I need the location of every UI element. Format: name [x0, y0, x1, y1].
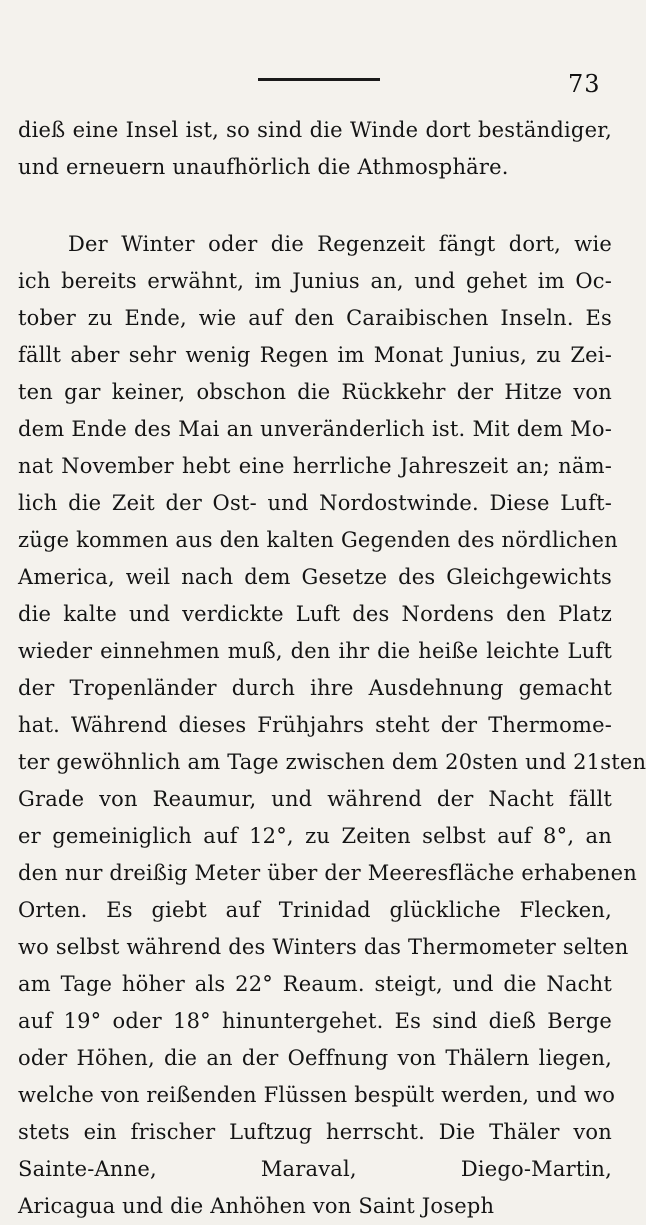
text-line: Grade von Reaumur, und während der Nacht fällt: [18, 787, 612, 811]
text-line: auf 19° oder 18° hinuntergehet. Es sind dieß Berge: [18, 1009, 612, 1033]
header-rule: [258, 78, 380, 81]
text-line: America, weil nach dem Gesetze des Gleichgewichts: [18, 565, 612, 589]
text-line: wieder einnehmen muß, den ihr die heiße leichte Luft: [18, 639, 612, 663]
text-line: wo selbst während des Winters das Thermometer selten: [18, 935, 629, 959]
text-line: nat November hebt eine herrliche Jahreszeit an; näm-: [18, 454, 612, 478]
text-line: züge kommen aus den kalten Gegenden des nördlichen: [18, 528, 618, 552]
text-line: ten gar keiner, obschon die Rückkehr der Hitze von: [18, 380, 612, 404]
text-line: ter gewöhnlich am Tage zwischen dem 20sten und 21sten: [18, 750, 646, 774]
text-line: welche von reißenden Flüssen bespült werden, und wo: [18, 1083, 616, 1107]
text-line: und erneuern unaufhörlich die Athmosphäre.: [18, 155, 509, 179]
text-line: die kalte und verdickte Luft des Nordens den Platz: [18, 602, 612, 626]
text-line: fällt aber sehr wenig Regen im Monat Junius, zu Zei-: [18, 343, 612, 367]
text-line: am Tage höher als 22° Reaum. steigt, und die Nacht: [18, 972, 612, 996]
text-line: Orten. Es giebt auf Trinidad glückliche Flecken,: [18, 898, 612, 922]
text-line: tober zu Ende, wie auf den Caraibischen Inseln. Es: [18, 306, 612, 330]
text-line: stets ein frischer Luftzug herrscht. Die Thäler von: [18, 1120, 612, 1144]
text-line: dieß eine Insel ist, so sind die Winde dort beständiger,: [18, 118, 612, 142]
text-line: Aricagua und die Anhöhen von Saint Joseph: [18, 1194, 495, 1218]
text-line: dem Ende des Mai an unveränderlich ist. Mit dem Mo-: [18, 417, 612, 441]
body-text: [18, 112, 646, 1225]
text-line: lich die Zeit der Ost- und Nordostwinde. Diese Luft-: [18, 491, 612, 515]
text-line: den nur dreißig Meter über der Meeresfläche erhabenen: [18, 861, 637, 885]
text-line: hat. Während dieses Frühjahrs steht der Thermome-: [18, 713, 612, 737]
paragraph-gap: [18, 186, 612, 226]
page-number: 73: [568, 70, 601, 98]
text-line: ich bereits erwähnt, im Junius an, und gehet im Oc-: [18, 269, 612, 293]
text-line: oder Höhen, die an der Oeffnung von Thälern liegen,: [18, 1046, 612, 1070]
text-line: Sainte-Anne, Maraval, Diego-Martin,: [18, 1157, 612, 1181]
text-line: der Tropenländer durch ihre Ausdehnung gemacht: [18, 676, 612, 700]
text-line: er gemeiniglich auf 12°, zu Zeiten selbst auf 8°, an: [18, 824, 612, 848]
text-line: Der Winter oder die Regenzeit fängt dort, wie: [68, 232, 612, 256]
